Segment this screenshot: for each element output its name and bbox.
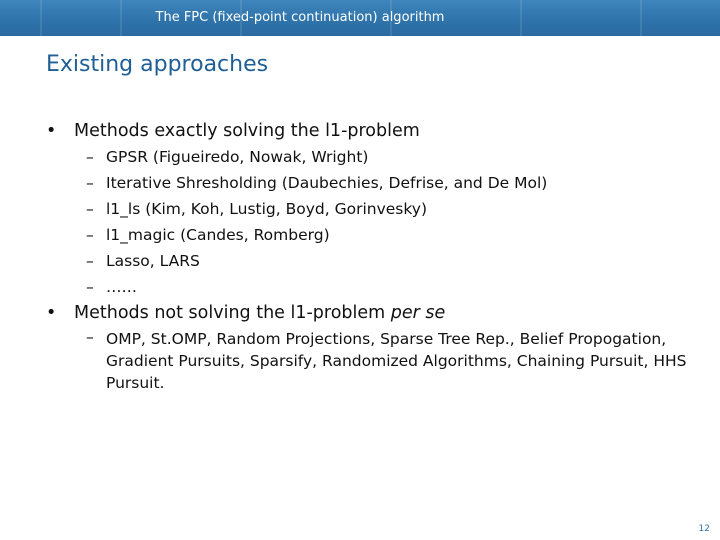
sub-item-text: …… [106, 278, 137, 296]
sub-list [46, 326, 696, 394]
sub-item [46, 326, 696, 394]
slide-title: Existing approaches [46, 52, 269, 77]
slide-body [46, 118, 696, 394]
bullet-dot: • [46, 303, 57, 323]
sub-item-text: OMP, St.OMP, Random Projections, Sparse Tree Rep., Belief Propogation, Gradient Pursuits, Sparsify, Randomized Algorithms, Chaining Pursuit, HHS Pursuit. [106, 330, 687, 392]
bullet-text: Methods not solving the l1-problem [74, 303, 391, 323]
header-title: The FPC (fixed-point continuation) algorithm [155, 10, 445, 25]
sub-item [46, 196, 696, 222]
dash: – [86, 174, 94, 192]
sub-list [46, 144, 696, 300]
dash: – [86, 328, 94, 346]
sub-item [46, 144, 696, 170]
bullet-text: Methods exactly solving the l1-problem [74, 121, 420, 141]
dash: – [86, 200, 94, 218]
bullet-emphasis: per se [390, 303, 446, 323]
sub-item-text: Lasso, LARS [106, 252, 200, 270]
dash: – [86, 252, 94, 270]
page-number: 12 [698, 524, 710, 534]
sub-item-text: l1_magic (Candes, Romberg) [106, 226, 330, 244]
sub-item-text: GPSR (Figueiredo, Nowak, Wright) [106, 148, 369, 166]
sub-item [46, 274, 696, 300]
header-stripe [640, 0, 642, 36]
sub-item [46, 222, 696, 248]
header-band [0, 0, 720, 36]
bullet-item [46, 118, 696, 144]
dash: – [86, 226, 94, 244]
dash: – [86, 278, 94, 296]
sub-item [46, 170, 696, 196]
sub-item-text: Iterative Shresholding (Daubechies, Defrise, and De Mol) [106, 174, 548, 192]
bullet-item [46, 300, 696, 326]
dash: – [86, 148, 94, 166]
sub-item-text: l1_ls (Kim, Koh, Lustig, Boyd, Gorinvesky) [106, 200, 427, 218]
sub-item [46, 248, 696, 274]
bullet-dot: • [46, 121, 57, 141]
